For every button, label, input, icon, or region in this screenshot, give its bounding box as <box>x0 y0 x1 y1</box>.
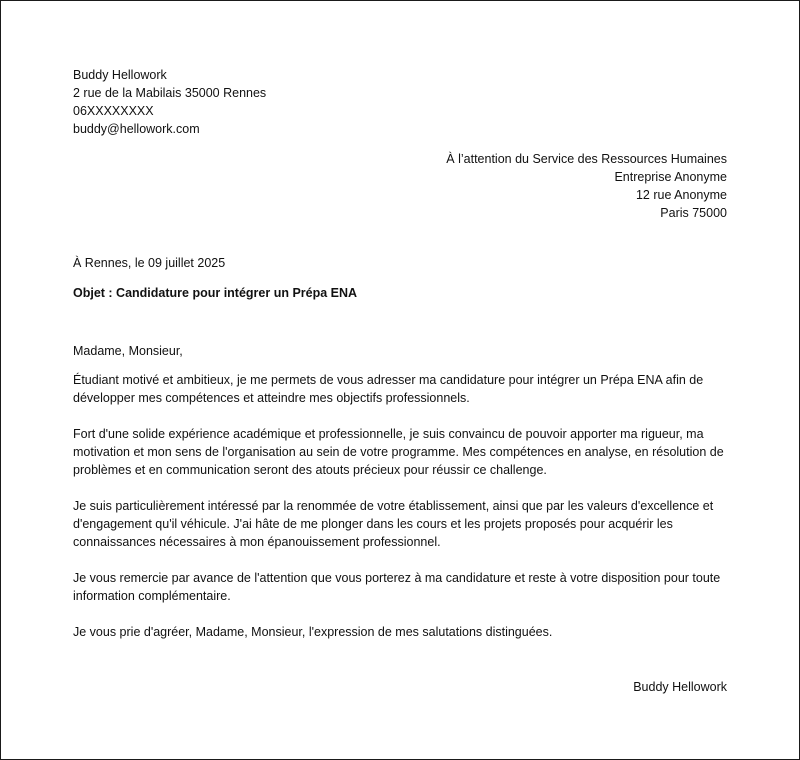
paragraph-thanks: Je vous remercie par avance de l'attention que vous porterez à ma candidature et reste à votre disposition pour toute information complémentaire. <box>73 571 721 603</box>
sender-name: Buddy Hellowork <box>73 68 167 82</box>
subject-line: Objet : Candidature pour intégrer un Prépa ENA <box>73 286 358 300</box>
signature: Buddy Hellowork <box>633 680 727 694</box>
paragraph-motivation: Je suis particulièrement intéressé par la renommée de votre établissement, ainsi que par les valeurs d'excellence et d'engagement qu'il véhicule. J'ai hâte de me plonger dans les cours et les projets proposés pour acquérir les connaissances nécessaires à mon épanouissement professionnel. <box>73 499 714 549</box>
sender-address: 2 rue de la Mabilais 35000 Rennes <box>73 86 267 100</box>
sender-block <box>73 66 266 138</box>
paragraph-experience: Fort d'une solide expérience académique et professionnelle, je suis convaincu de pouvoir apporter ma rigueur, ma motivation et mon sens de l'organisation au sein de votre programme. Mes compétences en analyse, en résolution de problèmes et en communication seront des atouts précieux pour réussir ce challenge. <box>73 427 724 477</box>
sender-phone: 06XXXXXXXX <box>73 104 154 118</box>
paragraph-closing: Je vous prie d'agréer, Madame, Monsieur, l'expression de mes salutations distinguées. <box>73 625 553 639</box>
date-line: À Rennes, le 09 juillet 2025 <box>73 256 226 270</box>
recipient-city: Paris 75000 <box>660 206 727 220</box>
sender-email: buddy@hellowork.com <box>73 122 200 136</box>
recipient-block <box>446 150 727 222</box>
recipient-street: 12 rue Anonyme <box>635 188 727 202</box>
letter-body <box>73 342 733 659</box>
greeting: Madame, Monsieur, <box>73 344 183 358</box>
paragraph-intro: Étudiant motivé et ambitieux, je me permets de vous adresser ma candidature pour intégrer un Prépa ENA afin de développer mes compétences et atteindre mes objectifs professionnels. <box>73 373 704 405</box>
recipient-company: Entreprise Anonyme <box>614 170 727 184</box>
recipient-attention: À l’attention du Service des Ressources Humaines <box>446 152 727 166</box>
